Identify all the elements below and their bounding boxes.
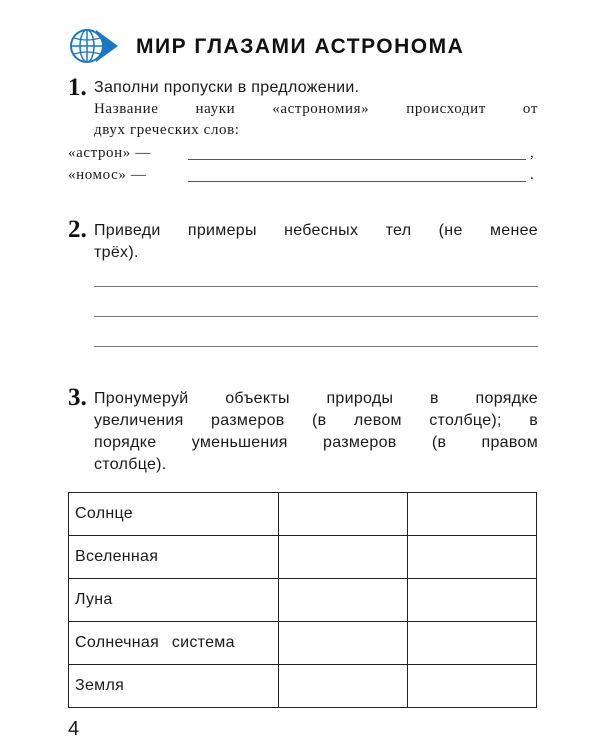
object-name: Земля: [69, 665, 279, 708]
decreasing-order-cell[interactable]: [408, 536, 537, 579]
object-name: Солнце: [69, 493, 279, 536]
object-name: Луна: [69, 579, 279, 622]
object-name: Солнечная система: [69, 622, 279, 665]
globe-arrow-icon: [68, 26, 124, 66]
blank-label: «астрон» —: [68, 145, 151, 161]
increasing-order-cell[interactable]: [279, 493, 408, 536]
task-text-line: столбце).: [94, 456, 167, 473]
task-instruction: Заполни пропуски в предложении.: [94, 79, 360, 96]
decreasing-order-cell[interactable]: [408, 579, 537, 622]
answer-blank[interactable]: [188, 181, 526, 182]
task-text-line: Название науки «астрономия» происходит от: [94, 101, 538, 117]
blank-punctuation: ,: [530, 145, 535, 161]
page-number: 4: [68, 718, 80, 740]
object-name: Вселенная: [69, 536, 279, 579]
increasing-order-cell[interactable]: [279, 622, 408, 665]
task-number: 1.: [68, 74, 87, 101]
objects-table: [68, 492, 537, 708]
decreasing-order-cell[interactable]: [408, 665, 537, 708]
task-question: [94, 388, 538, 476]
answer-line[interactable]: [94, 316, 538, 317]
task-number: 3.: [68, 384, 87, 411]
fill-blank-row: [68, 143, 538, 165]
task-text-line: увеличения размеров (в левом столбце); в: [94, 412, 538, 429]
task-text-line: порядке уменьшения размеров (в правом: [94, 434, 538, 451]
table-row: [69, 622, 537, 665]
fill-blank-row: [68, 165, 538, 187]
table-row: [69, 536, 537, 579]
blank-label: «номос» —: [68, 167, 147, 183]
task-number: 2.: [68, 216, 87, 243]
task-text-line: трёх).: [94, 244, 139, 261]
blank-punctuation: .: [530, 167, 535, 183]
page-header: [68, 26, 548, 68]
increasing-order-cell[interactable]: [279, 665, 408, 708]
table-row: [69, 493, 537, 536]
page-title: МИР ГЛАЗАМИ АСТРОНОМА: [136, 35, 465, 58]
answer-blank[interactable]: [188, 159, 526, 160]
increasing-order-cell[interactable]: [279, 536, 408, 579]
task-question: [94, 220, 538, 264]
decreasing-order-cell[interactable]: [408, 493, 537, 536]
table-row: [69, 665, 537, 708]
task-text-line: двух греческих слов:: [94, 122, 240, 138]
decreasing-order-cell[interactable]: [408, 622, 537, 665]
task-text-line: Пронумеруй объекты природы в порядке: [94, 390, 538, 407]
increasing-order-cell[interactable]: [279, 579, 408, 622]
answer-line[interactable]: [94, 346, 538, 347]
table-row: [69, 579, 537, 622]
task-text-line: Приведи примеры небесных тел (не менее: [94, 222, 538, 239]
answer-line[interactable]: [94, 286, 538, 287]
